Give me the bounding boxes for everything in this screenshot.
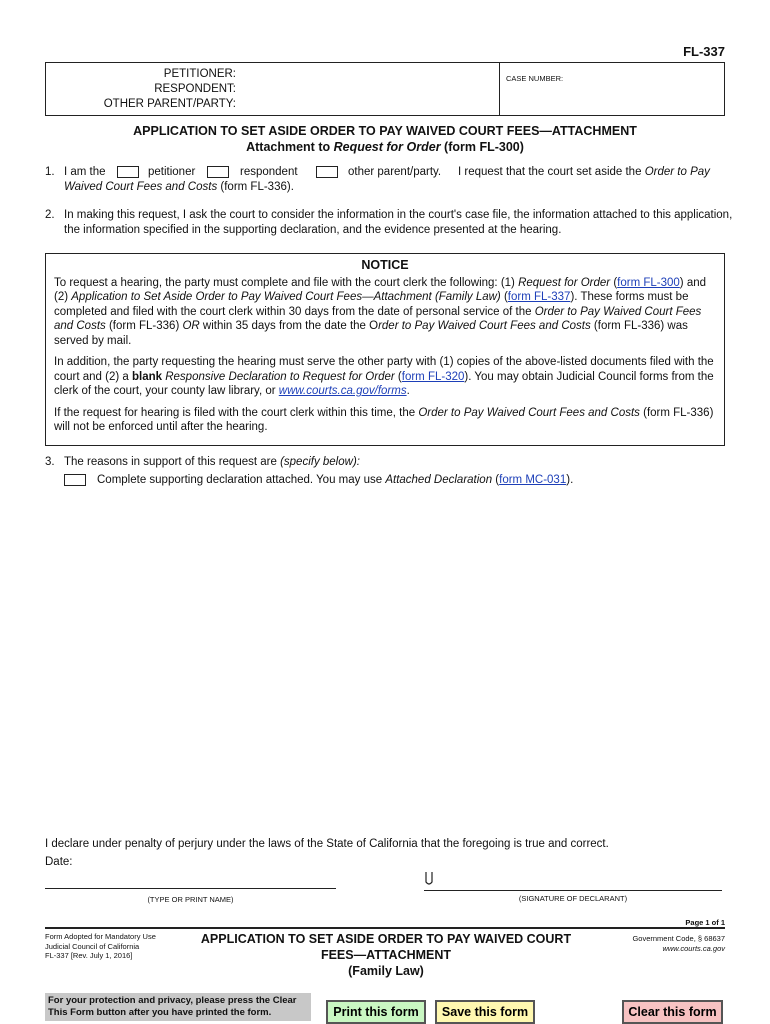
notice-paragraph-2: In addition, the party requesting the hearing must serve the other party with (1) copies of the above-listed documents filed with the court and (2) a blank Responsive Declaration to Request for Order (form FL-320). You may obtain Judicial Council forms from the clerk of the court, your county law library, or www.courts.ca.gov/forms. (54, 356, 714, 397)
item-3-reasons: The reasons in support of this request are (specify below): (64, 456, 360, 468)
page-number: Page 1 of 1 (685, 918, 725, 927)
footer-divider (45, 927, 725, 929)
form-subtitle: Attachment to Request for Order (form FL-300) (246, 140, 524, 154)
signature-arrow-icon (424, 871, 434, 887)
form-title: APPLICATION TO SET ASIDE ORDER TO PAY WAIVED COURT FEES—ATTACHMENT (133, 124, 637, 138)
item-2-number: 2. (45, 209, 55, 221)
date-label: Date: (45, 856, 73, 868)
petitioner-label: PETITIONER: (163, 68, 236, 80)
print-name-label: (TYPE OR PRINT NAME) (147, 895, 234, 904)
clear-form-button[interactable]: Clear this form (622, 1000, 723, 1024)
print-form-button[interactable]: Print this form (326, 1000, 426, 1024)
privacy-note: For your protection and privacy, please press the Clear This Form button after you have printed the form. (45, 993, 311, 1021)
item-3-number: 3. (45, 456, 55, 468)
declaration-attached-label: Complete supporting declaration attached. You may use Attached Declaration (form MC-031). (97, 474, 574, 486)
link-form-fl-300[interactable]: form FL-300 (617, 276, 680, 289)
form-number: FL-337 (683, 44, 725, 59)
save-form-button[interactable]: Save this form (435, 1000, 535, 1024)
link-courts-forms[interactable]: www.courts.ca.gov/forms (278, 385, 407, 397)
other-parent-label: OTHER PARENT/PARTY: (103, 98, 236, 110)
item-1-continuation: Waived Court Fees and Costs (form FL-336). (64, 181, 294, 193)
other-party-option-label: other parent/party. (348, 166, 442, 178)
notice-paragraph-3: If the request for hearing is filed with the court clerk within this time, the Order to Pay Waived Court Fees and Costs (form FL-336) will not be enforced until after the hearing. (54, 406, 714, 433)
item-2-line-1: In making this request, I ask the court to consider the information in the court's case file, the information attached to this application, (64, 209, 733, 221)
perjury-declaration: I declare under penalty of perjury under the laws of the State of California that the foregoing is true and correct. (45, 838, 609, 850)
link-form-fl-337[interactable]: form FL-337 (507, 291, 571, 303)
link-form-fl-320[interactable]: form FL-320 (401, 370, 465, 383)
party-caption (46, 63, 500, 115)
petitioner-checkbox[interactable] (117, 166, 139, 178)
case-caption-box (45, 62, 725, 116)
item-2-line-2: the information specified in the supporting declaration, and the evidence presented at the hearing. (64, 224, 562, 236)
form-adoption-info: Form Adopted for Mandatory Use Judicial Council of California FL-337 [Rev. July 1, 2016] (45, 932, 156, 960)
respondent-checkbox[interactable] (207, 166, 229, 178)
notice-paragraph-1: To request a hearing, the party must complete and file with the court clerk the following: (1) Request for Order (form FL-300) and (2) Application to Set Aside Order to Pay Waived Court Fees—Attachment (Family Law) (form FL-337). These forms must be completed and filed with the court clerk within 30 days from the date of personal service of the Order to Pay Waived Court Fees and Costs (form FL-336) OR within 35 days from the date the Order to Pay Waived Court Fees and Costs (form FL-336) was served by mail. (54, 276, 707, 347)
footer-title: APPLICATION TO SET ASIDE ORDER TO PAY WAIVED COURT FEES—ATTACHMENT (Family Law) (200, 932, 572, 978)
link-form-mc-031[interactable]: form MC-031 (499, 474, 567, 486)
item-1-number: 1. (45, 166, 55, 178)
case-number-label: CASE NUMBER: (506, 74, 564, 83)
respondent-label: RESPONDENT: (154, 83, 236, 95)
other-party-checkbox[interactable] (316, 166, 338, 178)
item-1-i-am: I am the (64, 166, 106, 178)
notice-heading: NOTICE (361, 258, 409, 272)
petitioner-option-label: petitioner (148, 166, 196, 178)
respondent-option-label: respondent (240, 166, 298, 178)
signature-line[interactable] (424, 890, 722, 891)
item-1-request: I request that the court set aside the Order to Pay (458, 166, 710, 178)
footer-citation: Government Code, § 68637 www.courts.ca.gov (632, 934, 725, 953)
declaration-attached-checkbox[interactable] (64, 474, 86, 486)
notice-box (45, 253, 725, 446)
signature-label: (SIGNATURE OF DECLARANT) (518, 894, 628, 903)
print-name-line[interactable] (45, 888, 336, 889)
